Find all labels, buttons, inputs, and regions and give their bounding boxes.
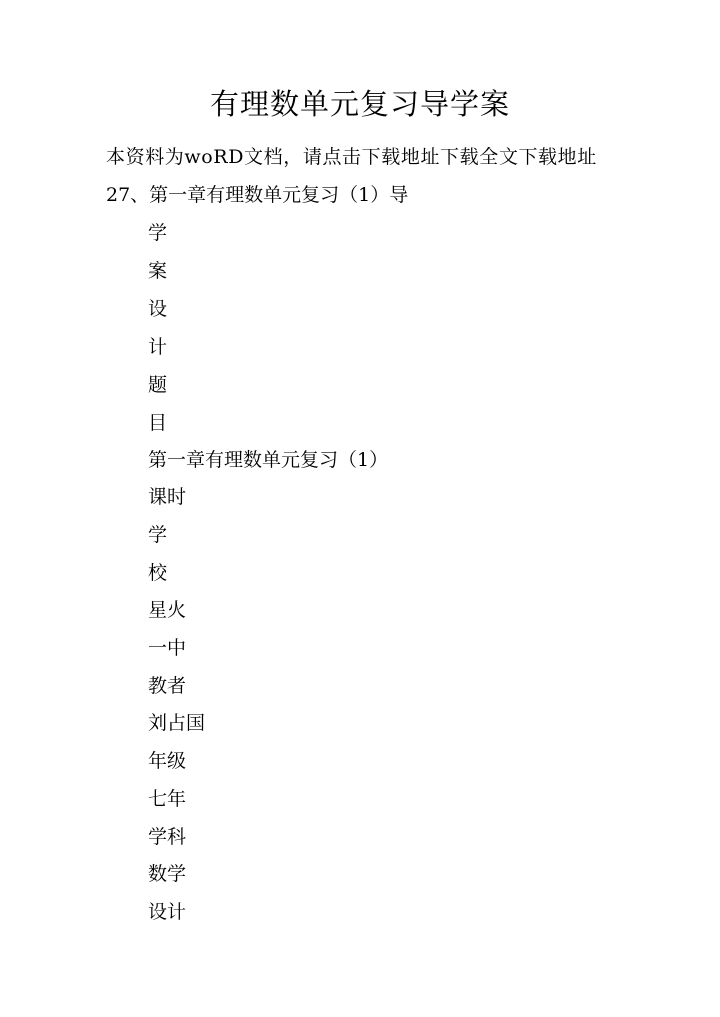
list-item: 学 (148, 524, 168, 546)
document-title: 有理数单元复习导学案 (209, 87, 510, 121)
list-item: 数学 (148, 863, 187, 885)
list-item: 教者 (148, 675, 187, 697)
chapter-heading: 27、第一章有理数单元复习（1）导 (106, 184, 409, 206)
list-item: 计 (148, 336, 168, 358)
list-item: 设 (148, 298, 168, 320)
list-item: 课时 (148, 486, 187, 508)
list-item: 目 (148, 412, 168, 434)
list-item: 年级 (148, 750, 187, 772)
list-item: 学 (148, 222, 168, 244)
list-item: 设计 (148, 901, 187, 923)
list-item: 案 (148, 260, 168, 282)
list-item: 七年 (148, 788, 187, 810)
list-item: 学科 (148, 826, 187, 848)
download-notice: 本资料为woRD文档，请点击下载地址下载全文下载地址 (106, 146, 597, 168)
list-item: 一中 (148, 637, 187, 659)
list-item: 题 (148, 374, 168, 396)
list-item: 第一章有理数单元复习（1） (148, 449, 389, 471)
list-item: 校 (148, 562, 168, 584)
list-item: 刘占国 (148, 712, 206, 734)
list-item: 星火 (148, 599, 187, 621)
